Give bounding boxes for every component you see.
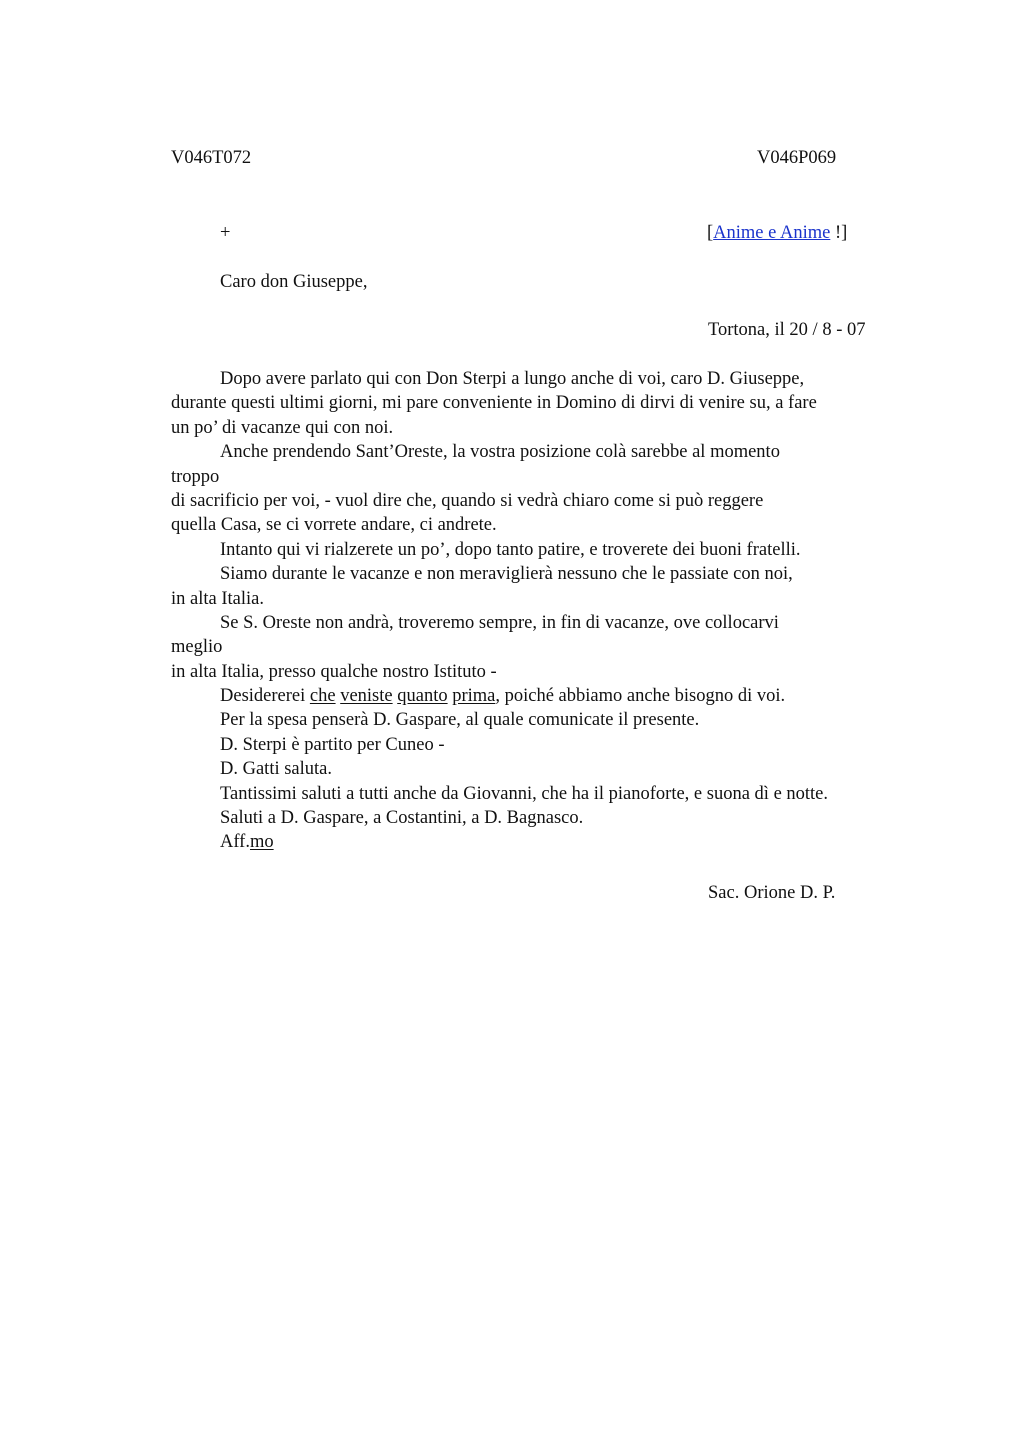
body-line: Dopo avere parlato qui con Don Sterpi a lungo anche di voi, caro D. Giuseppe,: [220, 369, 805, 389]
body-line: in alta Italia.: [171, 588, 264, 609]
word: Desidererei: [220, 686, 310, 707]
word: , poiché abbiamo anche bisogno di voi.: [495, 686, 786, 707]
body-line: Intanto qui vi rialzerete un po’, dopo tanto patire, e troverete dei buoni fratelli.: [220, 539, 801, 560]
underlined-word: veniste: [340, 686, 393, 707]
letter-body: [171, 367, 911, 855]
salutation: Caro don Giuseppe,: [220, 272, 368, 292]
body-line-underlined: [171, 684, 911, 708]
body-line: Siamo durante le vacanze e non meraviglierà nessuno che le passiate con noi,: [220, 564, 793, 585]
body-line: troppo: [171, 466, 220, 487]
underlined-word: che: [309, 686, 336, 707]
body-line: D. Sterpi è partito per Cuneo -: [220, 734, 445, 755]
body-line: in alta Italia, presso qualche nostro Istituto -: [171, 661, 497, 682]
underlined-word: quanto: [397, 686, 448, 707]
closing-suffix: mo: [249, 832, 274, 853]
body-line: di sacrificio per voi, - vuol dire che, quando si vedrà chiaro come si può reggere: [171, 490, 764, 511]
body-line: Saluti a D. Gaspare, a Costantini, a D. Bagnasco.: [220, 808, 584, 829]
cross-mark: +: [220, 223, 231, 243]
body-line: Anche prendendo Sant’Oreste, la vostra posizione colà sarebbe al momento: [220, 442, 780, 463]
dateline: Tortona, il 20 / 8 - 07: [708, 320, 866, 340]
body-line: D. Gatti saluta.: [220, 759, 333, 780]
body-line: un po’ di vacanze qui con noi.: [171, 417, 394, 438]
body-line: Se S. Oreste non andrà, troveremo sempre, in fin di vacanze, ove collocarvi: [220, 612, 779, 633]
anime-e-anime-link[interactable]: Anime e Anime: [713, 223, 831, 243]
signature: Sac. Orione D. P.: [708, 883, 836, 903]
closing-prefix: Aff.: [220, 832, 250, 853]
document-ref-left: V046T072: [171, 148, 252, 168]
bracket-close: !]: [830, 223, 848, 243]
body-line: meglio: [171, 637, 223, 658]
body-line: quella Casa, se ci vorrete andare, ci andrete.: [171, 515, 497, 536]
closing-line: [171, 830, 911, 854]
body-line: Per la spesa penserà D. Gaspare, al quale comunicate il presente.: [220, 710, 700, 731]
underlined-word: prima: [452, 686, 496, 707]
body-line: Tantissimi saluti a tutti anche da Giovanni, che ha il pianoforte, e suona dì e notte.: [220, 783, 829, 804]
document-ref-right: V046P069: [757, 148, 837, 168]
bracket-open: [: [707, 223, 714, 243]
body-line: durante questi ultimi giorni, mi pare conveniente in Domino di dirvi di venire su, a fare: [171, 393, 817, 414]
title-heading: [707, 221, 847, 245]
